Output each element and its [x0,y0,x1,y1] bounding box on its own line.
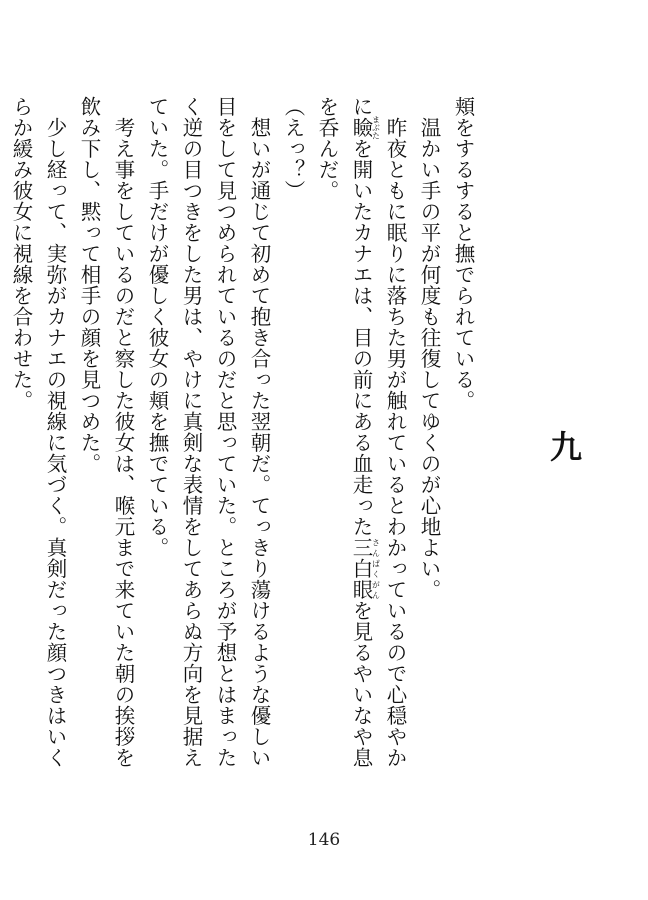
paragraph [412,96,446,776]
paragraph: 頬をするすると撫でられている。 [451,96,475,411]
paragraph-text: 温かい手の平が何度も往復してゆくのが心地よい。 [417,117,441,600]
ruby-reading: まぶた [371,115,381,140]
paragraph-text: 少し経って、実弥がカナエの視線に気づく。真剣だった顔つきはいくらか緩み彼女に視線を合わせた。 [9,96,67,768]
paragraph [4,96,72,776]
ruby-reading: さんぱくがん [371,537,381,600]
ruby-word [349,537,381,600]
paragraph [72,96,140,776]
paragraph-text: を見るやいなや息を呑んだ。 [315,96,373,768]
paragraph: （えっ？） [281,96,305,201]
body-text [9,96,480,776]
paragraph [310,96,412,776]
page-number: 146 [307,830,341,850]
chapter-title: 九 [545,430,583,462]
ruby-base: 瞼 [349,115,373,140]
paragraph-text: 昨夜ともに眠りに落ちた男が触れているとわかっているので心穏やかに [349,96,407,768]
ruby-word [349,115,381,140]
ruby-base: 三白眼 [349,537,373,600]
paragraph-text: を開いたカナエは、目の前にある血走った [349,138,373,537]
paragraph-text: 考え事をしているのだと察した彼女は、喉元まで来ていた朝の挨拶を飲み下し、黙って相手の顔を見つめた。 [77,96,135,768]
paragraph [140,96,276,776]
paragraph-text: 想いが通じて初めて抱き合った翌朝だ。てっきり蕩けるような優しい目をして見つめられているのだと思っていた。ところが予想とはまったく逆の目つきをした男は、やけに真剣な表情をしてあらぬ方向を見据えていた。手だけが優しく彼女の頬を撫でている。 [145,96,271,768]
